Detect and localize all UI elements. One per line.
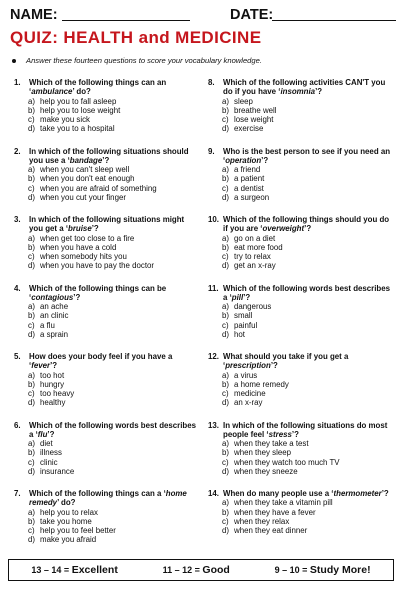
answer-option[interactable] xyxy=(14,398,200,407)
option-text: exercise xyxy=(234,124,264,134)
question-term: pill xyxy=(231,292,244,302)
option-text: diet xyxy=(40,439,53,449)
option-text: a home remedy xyxy=(234,379,289,389)
answer-option[interactable] xyxy=(14,115,200,124)
option-letter: c) xyxy=(28,183,35,193)
question-block xyxy=(208,78,394,147)
question-text-post: ’? xyxy=(315,87,323,97)
question-stem xyxy=(208,147,394,166)
question-number: 3. xyxy=(14,215,21,224)
question-text-post: ’? xyxy=(381,489,389,498)
answer-option[interactable] xyxy=(14,106,200,115)
question-stem xyxy=(14,147,200,166)
instructions xyxy=(12,56,262,65)
date-label: DATE: xyxy=(230,7,274,23)
option-text: when they have a fever xyxy=(234,507,316,517)
option-text: when you don't eat enough xyxy=(40,174,135,184)
question-stem xyxy=(208,215,394,234)
question-text-pre: Which of the following things can an ‘ xyxy=(29,78,167,97)
question-stem xyxy=(208,352,394,371)
question-stem xyxy=(14,489,200,508)
option-text: too heavy xyxy=(40,389,75,399)
answer-option[interactable] xyxy=(208,389,394,398)
option-text: help you to fall asleep xyxy=(40,96,117,106)
score-range: 11 – 12 = xyxy=(162,565,200,575)
option-letter: b) xyxy=(28,311,36,321)
option-letter: a) xyxy=(222,302,230,312)
option-letter: a) xyxy=(222,233,230,243)
question-text-post: ’? xyxy=(304,224,312,234)
question-text-pre: How does your body feel if you have a ‘ xyxy=(29,352,173,371)
question-text-post: ’? xyxy=(91,224,99,234)
option-text: take you home xyxy=(40,516,92,526)
option-letter: a) xyxy=(222,498,230,508)
answer-option[interactable] xyxy=(14,234,200,243)
question-number: 11. xyxy=(208,283,219,293)
option-letter: c) xyxy=(28,457,35,467)
answer-option[interactable] xyxy=(208,302,394,311)
option-letter: d) xyxy=(222,466,230,476)
option-letter: a) xyxy=(222,96,230,106)
question-text-pre: In which of the following situations should you use a ‘ xyxy=(29,146,189,165)
answer-option[interactable] xyxy=(14,371,200,380)
option-text: eat more food xyxy=(234,242,283,252)
option-text: try to relax xyxy=(234,252,271,262)
question-term: flu xyxy=(37,429,48,439)
question-block xyxy=(208,489,394,558)
question-text-pre: Which of the following things can a ‘ xyxy=(29,489,166,498)
option-text: make you sick xyxy=(40,115,90,125)
option-letter: a) xyxy=(222,370,230,380)
answer-option[interactable] xyxy=(14,448,200,457)
question-text-pre: Which of the following things should you do if you are ‘ xyxy=(223,215,390,234)
option-text: go on a diet xyxy=(234,233,276,243)
option-letter: a) xyxy=(28,439,36,449)
option-letter: b) xyxy=(28,242,36,252)
answer-option[interactable] xyxy=(14,124,200,133)
question-term: prescription xyxy=(225,361,271,371)
question-term: contagious xyxy=(31,292,74,302)
answer-option[interactable] xyxy=(208,174,394,183)
option-text: help you to feel better xyxy=(40,526,116,536)
question-text-pre: In which of the following situations do most people feel ‘ xyxy=(223,420,388,439)
question-term: ambulance xyxy=(31,87,73,97)
answer-option[interactable] xyxy=(208,97,394,106)
question-stem xyxy=(14,421,200,440)
name-field[interactable] xyxy=(62,20,190,21)
question-block xyxy=(208,421,394,490)
question-block xyxy=(14,352,200,421)
question-number: 1. xyxy=(14,78,21,87)
option-letter: d) xyxy=(222,192,230,202)
question-block xyxy=(14,215,200,284)
option-letter: d) xyxy=(28,466,36,476)
score-label: Study More! xyxy=(309,564,371,576)
option-text: insurance xyxy=(40,466,75,476)
option-letter: d) xyxy=(28,261,36,271)
date-field[interactable] xyxy=(272,20,396,21)
question-text-pre: Which of the following words best describes a ‘ xyxy=(29,420,197,439)
option-letter: a) xyxy=(28,302,36,312)
option-text: clinic xyxy=(40,457,58,467)
question-term: stress xyxy=(268,429,292,439)
answer-option[interactable] xyxy=(208,526,394,535)
answer-option[interactable] xyxy=(208,234,394,243)
bullet-icon xyxy=(12,59,16,63)
instructions-text: Answer these fourteen questions to score your vocabulary knowledge. xyxy=(26,56,262,65)
answer-option[interactable] xyxy=(208,458,394,467)
option-letter: d) xyxy=(28,192,36,202)
question-number: 13. xyxy=(208,420,219,430)
option-text: when they watch too much TV xyxy=(234,457,340,467)
question-stem xyxy=(208,489,394,498)
answer-option[interactable] xyxy=(14,243,200,252)
option-letter: b) xyxy=(222,448,230,458)
questions-column-left xyxy=(14,78,200,558)
question-number: 12. xyxy=(208,352,219,361)
question-text-post: ’? xyxy=(73,292,81,302)
option-letter: d) xyxy=(28,398,36,408)
option-letter: b) xyxy=(222,507,230,517)
option-text: lose weight xyxy=(234,115,274,125)
answer-option[interactable] xyxy=(14,467,200,476)
option-letter: a) xyxy=(28,233,36,243)
option-text: when you are afraid of something xyxy=(40,183,157,193)
option-letter: a) xyxy=(28,507,36,517)
questions-column-right xyxy=(208,78,394,558)
option-letter: b) xyxy=(222,311,230,321)
answer-option[interactable] xyxy=(14,321,200,330)
answer-option[interactable] xyxy=(208,508,394,517)
answer-option[interactable] xyxy=(208,165,394,174)
question-text xyxy=(29,215,200,234)
question-number: 4. xyxy=(14,283,21,293)
question-term: insomnia xyxy=(280,87,316,97)
question-block xyxy=(14,147,200,216)
option-text: an ache xyxy=(40,302,69,312)
option-letter: a) xyxy=(28,165,36,175)
answer-option[interactable] xyxy=(14,97,200,106)
option-letter: a) xyxy=(28,96,36,106)
question-stem xyxy=(14,352,200,371)
option-text: help you to lose weight xyxy=(40,105,121,115)
question-text-post: ’? xyxy=(50,361,58,371)
answer-option[interactable] xyxy=(208,448,394,457)
question-block xyxy=(208,352,394,421)
answer-option[interactable] xyxy=(208,517,394,526)
answer-option[interactable] xyxy=(14,389,200,398)
option-letter: d) xyxy=(222,261,230,271)
option-text: take you to a hospital xyxy=(40,124,115,134)
question-block xyxy=(208,147,394,216)
question-stem xyxy=(14,78,200,97)
score-label: Good xyxy=(202,564,230,576)
question-text xyxy=(29,78,200,97)
answer-option[interactable] xyxy=(14,439,200,448)
option-text: help you to relax xyxy=(40,507,98,517)
quiz-title: QUIZ: HEALTH and MEDICINE xyxy=(10,28,262,47)
header xyxy=(10,7,394,25)
question-number: 7. xyxy=(14,489,21,498)
option-letter: c) xyxy=(28,526,35,536)
option-text: a flu xyxy=(40,320,55,330)
option-letter: d) xyxy=(28,329,36,339)
question-block xyxy=(208,215,394,284)
option-letter: b) xyxy=(222,174,230,184)
answer-option[interactable] xyxy=(14,508,200,517)
option-text: a friend xyxy=(234,165,261,175)
option-letter: c) xyxy=(222,252,229,262)
option-text: an clinic xyxy=(40,311,69,321)
answer-option[interactable] xyxy=(208,330,394,339)
question-number: 6. xyxy=(14,420,21,430)
answer-option[interactable] xyxy=(14,184,200,193)
option-letter: c) xyxy=(222,320,229,330)
option-letter: b) xyxy=(28,516,36,526)
question-number: 8. xyxy=(208,78,215,87)
option-letter: b) xyxy=(28,105,36,115)
answer-option[interactable] xyxy=(208,467,394,476)
option-text: make you afraid xyxy=(40,535,97,545)
question-text-post: ’? xyxy=(243,292,251,302)
question-text xyxy=(223,489,394,498)
option-text: when they take a test xyxy=(234,439,309,449)
option-letter: c) xyxy=(222,516,229,526)
question-block xyxy=(14,421,200,490)
option-text: painful xyxy=(234,320,258,330)
option-text: medicine xyxy=(234,389,266,399)
question-text-pre: In which of the following situations might you get a ‘ xyxy=(29,215,185,234)
option-letter: b) xyxy=(28,174,36,184)
option-letter: c) xyxy=(222,115,229,125)
question-number: 2. xyxy=(14,146,21,156)
option-text: an x-ray xyxy=(234,398,263,408)
answer-option[interactable] xyxy=(208,115,394,124)
question-term: operation xyxy=(225,155,262,165)
option-text: when you have a cold xyxy=(40,242,117,252)
question-text xyxy=(29,421,200,440)
question-text-post: ’? xyxy=(291,429,299,439)
name-label: NAME: xyxy=(10,7,58,23)
option-letter: a) xyxy=(28,370,36,380)
question-stem xyxy=(14,215,200,234)
option-text: when you can't sleep well xyxy=(40,165,130,175)
question-number: 10. xyxy=(208,215,219,224)
question-text-pre: Who is the best person to see if you need an ‘ xyxy=(223,146,391,165)
option-text: when they eat dinner xyxy=(234,526,308,536)
option-text: healthy xyxy=(40,398,66,408)
question-block xyxy=(208,284,394,353)
answer-option[interactable] xyxy=(14,261,200,270)
question-text xyxy=(223,215,394,234)
question-text xyxy=(223,284,394,303)
option-letter: c) xyxy=(28,389,35,399)
question-text xyxy=(29,352,200,371)
score-label: Excellent xyxy=(71,564,118,576)
question-term: thermometer xyxy=(333,489,382,498)
option-text: small xyxy=(234,311,253,321)
option-text: illness xyxy=(40,448,62,458)
question-text xyxy=(29,147,200,166)
option-letter: b) xyxy=(28,379,36,389)
question-text-post: ’? xyxy=(47,429,55,439)
option-letter: b) xyxy=(222,105,230,115)
answer-option[interactable] xyxy=(14,311,200,320)
scoring-key xyxy=(8,559,394,581)
answer-option[interactable] xyxy=(14,380,200,389)
question-number: 14. xyxy=(208,489,219,498)
question-block xyxy=(14,78,200,147)
option-letter: a) xyxy=(222,165,230,175)
question-text xyxy=(223,352,394,371)
option-letter: a) xyxy=(222,439,230,449)
question-stem xyxy=(208,78,394,97)
option-text: a patient xyxy=(234,174,265,184)
question-term: bruise xyxy=(68,224,92,234)
question-text xyxy=(29,489,200,508)
question-text-pre: Which of the following words best describes a ‘ xyxy=(223,283,391,302)
answer-option[interactable] xyxy=(208,243,394,252)
question-term: overweight xyxy=(262,224,305,234)
option-letter: d) xyxy=(28,124,36,134)
answer-option[interactable] xyxy=(14,165,200,174)
question-text-post: ’? xyxy=(102,155,110,165)
answer-option[interactable] xyxy=(14,517,200,526)
answer-option[interactable] xyxy=(208,311,394,320)
question-text xyxy=(223,421,394,440)
option-text: when you have to pay the doctor xyxy=(40,261,155,271)
question-text-pre: When do many people use a ‘ xyxy=(223,489,334,498)
option-text: when they sneeze xyxy=(234,466,298,476)
option-letter: c) xyxy=(28,320,35,330)
option-text: when somebody hits you xyxy=(40,252,127,262)
option-letter: d) xyxy=(222,398,230,408)
option-letter: b) xyxy=(28,448,36,458)
score-item xyxy=(275,564,371,576)
answer-option[interactable] xyxy=(208,439,394,448)
option-text: breathe well xyxy=(234,105,277,115)
answer-option[interactable] xyxy=(14,526,200,535)
answer-option[interactable] xyxy=(208,380,394,389)
option-letter: d) xyxy=(222,124,230,134)
answer-option[interactable] xyxy=(208,321,394,330)
option-letter: c) xyxy=(222,389,229,399)
question-block xyxy=(14,284,200,353)
option-text: too hot xyxy=(40,370,65,380)
option-text: a surgeon xyxy=(234,192,270,202)
option-text: when they sleep xyxy=(234,448,292,458)
question-number: 5. xyxy=(14,352,21,361)
question-text-post: ’? xyxy=(261,155,269,165)
answer-option[interactable] xyxy=(14,330,200,339)
question-stem xyxy=(14,284,200,303)
option-text: hungry xyxy=(40,379,65,389)
option-text: get an x-ray xyxy=(234,261,276,271)
answer-option[interactable] xyxy=(14,193,200,202)
question-term: fever xyxy=(31,361,51,371)
answer-option[interactable] xyxy=(208,371,394,380)
score-range: 9 – 10 = xyxy=(274,565,308,575)
option-text: a sprain xyxy=(40,329,69,339)
option-text: a virus xyxy=(234,370,258,380)
answer-option[interactable] xyxy=(14,458,200,467)
question-text-post: ’ do? xyxy=(72,87,91,97)
answer-option[interactable] xyxy=(14,535,200,544)
question-number: 9. xyxy=(208,146,215,156)
option-text: when you cut your finger xyxy=(40,192,126,202)
question-term: bandage xyxy=(69,155,103,165)
option-letter: c) xyxy=(28,115,35,125)
question-text xyxy=(223,147,394,166)
answer-option[interactable] xyxy=(208,106,394,115)
option-letter: c) xyxy=(222,457,229,467)
question-text-pre: What should you take if you get a ‘ xyxy=(223,352,349,371)
answer-option[interactable] xyxy=(208,398,394,407)
option-letter: d) xyxy=(222,526,230,536)
answer-option[interactable] xyxy=(208,261,394,270)
answer-option[interactable] xyxy=(208,124,394,133)
answer-option[interactable] xyxy=(208,193,394,202)
answer-option[interactable] xyxy=(208,184,394,193)
question-text-pre: Which of the following activities CAN'T you do if you have ‘ xyxy=(223,78,386,97)
score-range: 13 – 14 = xyxy=(31,565,70,575)
score-item xyxy=(163,564,230,576)
question-text-post: ’ do? xyxy=(57,498,76,508)
answer-option[interactable] xyxy=(14,174,200,183)
option-text: a dentist xyxy=(234,183,264,193)
question-text xyxy=(29,284,200,303)
answer-option[interactable] xyxy=(14,302,200,311)
question-block xyxy=(14,489,200,558)
option-letter: b) xyxy=(222,379,230,389)
option-text: sleep xyxy=(234,96,253,106)
option-text: when they relax xyxy=(234,516,290,526)
option-letter: c) xyxy=(28,252,35,262)
option-text: hot xyxy=(234,329,245,339)
question-text xyxy=(223,78,394,97)
option-letter: d) xyxy=(28,535,36,545)
question-text-post: ’? xyxy=(270,361,278,371)
question-term: home remedy xyxy=(29,489,187,508)
answer-option[interactable] xyxy=(14,252,200,261)
option-text: when they take a vitamin pill xyxy=(234,498,333,508)
answer-option[interactable] xyxy=(208,498,394,507)
score-item xyxy=(31,564,117,576)
question-stem xyxy=(208,284,394,303)
option-letter: c) xyxy=(222,183,229,193)
question-stem xyxy=(208,421,394,440)
option-text: when get too close to a fire xyxy=(40,233,135,243)
option-letter: d) xyxy=(222,329,230,339)
question-text-pre: Which of the following things can be ‘ xyxy=(29,283,167,302)
option-letter: b) xyxy=(222,242,230,252)
answer-option[interactable] xyxy=(208,252,394,261)
option-text: dangerous xyxy=(234,302,272,312)
